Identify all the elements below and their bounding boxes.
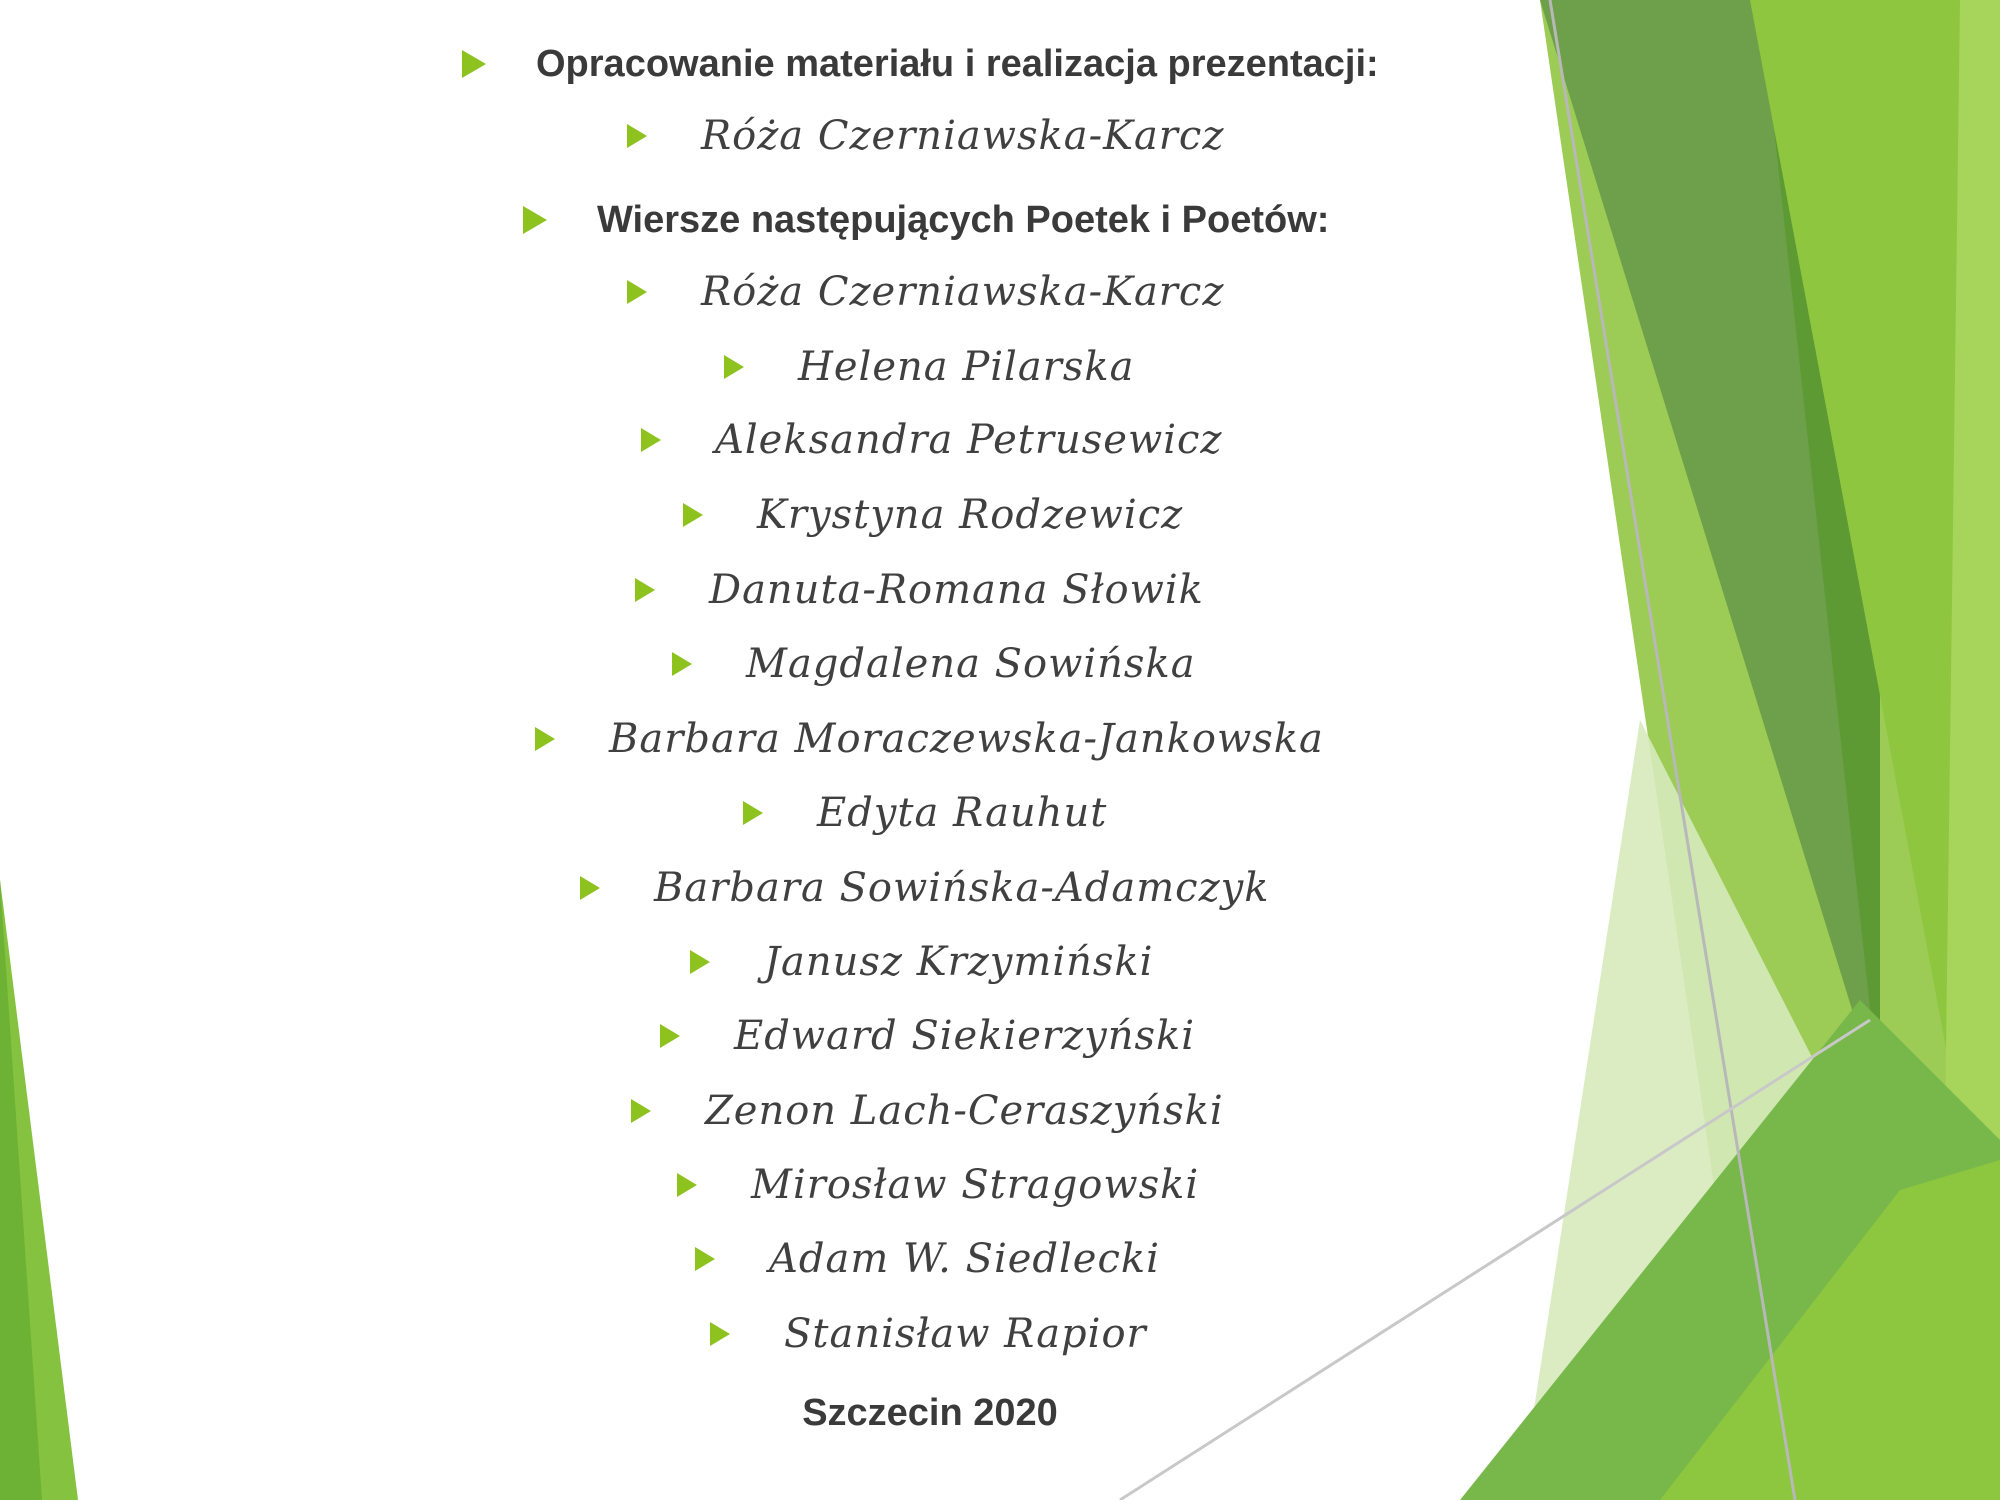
poet-name: Barbara Moraczewska-Jankowska [609,716,1324,762]
bullet-icon [710,1322,730,1346]
poet-row [535,702,1324,776]
bullet-icon [627,280,647,304]
author-row [627,99,1224,173]
bullet-icon [672,652,692,676]
poet-name: Janusz Krzymiński [764,939,1154,985]
bullet-icon [690,950,710,974]
bullet-icon [627,124,647,148]
poet-row [635,553,1204,627]
poet-name: Helena Pilarska [798,344,1135,390]
materials-heading: Opracowanie materiału i realizacja prezentacji: [536,42,1379,85]
bullet-icon [641,428,661,452]
poet-name: Aleksandra Petrusewicz [715,417,1223,463]
poet-row [677,1148,1199,1222]
poet-row [695,1222,1160,1296]
bullet-icon [724,355,744,379]
bullet-icon [462,50,486,78]
bullet-icon [677,1173,697,1197]
poet-name: Edyta Rauhut [817,790,1108,836]
poet-name: Stanisław Rapior [784,1311,1147,1357]
poet-name: Edward Siekierzyński [734,1013,1196,1059]
bullet-icon [683,503,703,527]
poet-name: Zenon Lach-Ceraszyński [705,1088,1224,1134]
poet-row [743,776,1107,850]
poet-row [641,403,1222,477]
author-name: Róża Czerniawska-Karcz [701,113,1225,159]
poet-name: Róża Czerniawska-Karcz [701,269,1225,315]
poet-name: Mirosław Stragowski [751,1162,1200,1208]
poet-row [724,330,1134,404]
bullet-icon [523,206,547,234]
bullet-icon [631,1099,651,1123]
poet-row [672,627,1196,701]
poet-row [710,1297,1147,1371]
footer-place-year: Szczecin 2020 [802,1392,1058,1434]
poet-name: Barbara Sowińska-Adamczyk [654,865,1270,911]
heading-row [523,183,1329,257]
bullet-icon [660,1024,680,1048]
poets-heading: Wiersze następujących Poetek i Poetów: [597,198,1330,241]
bullet-icon [743,801,763,825]
poet-name: Adam W. Siedlecki [769,1236,1160,1282]
poet-name: Krystyna Rodzewicz [757,492,1184,538]
poet-row [631,1074,1224,1148]
poet-name: Danuta-Romana Słowik [709,567,1204,613]
bullet-icon [580,876,600,900]
bullet-icon [535,727,555,751]
poet-row [660,999,1195,1073]
bullet-icon [695,1247,715,1271]
bullet-icon [635,578,655,602]
poet-row [627,255,1224,329]
poet-row [580,851,1270,925]
poet-row [690,925,1153,999]
poet-name: Magdalena Sowińska [746,641,1196,687]
heading-row [462,27,1379,101]
poet-row [683,478,1183,552]
